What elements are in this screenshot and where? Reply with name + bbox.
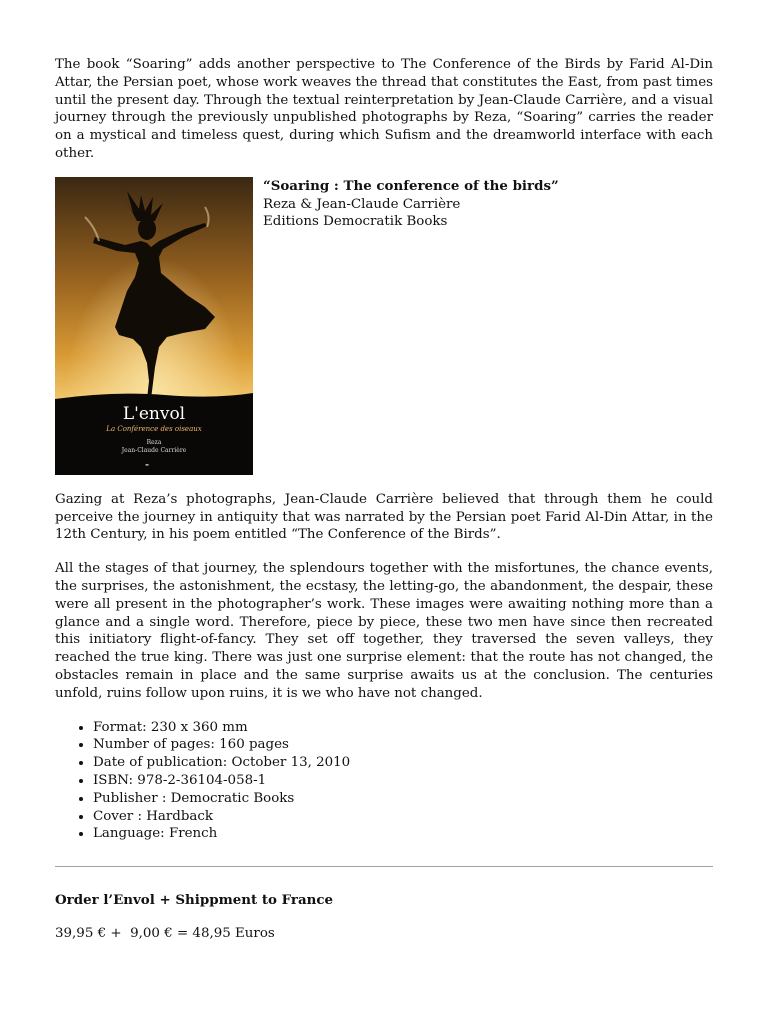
book-block bbox=[55, 177, 713, 475]
book-cover-image bbox=[55, 177, 253, 475]
divider bbox=[55, 866, 713, 867]
specs-list bbox=[55, 719, 713, 844]
description-paragraph-1: Gazing at Reza’s photographs, Jean-Claude Carrière believed that through them he could perceive the journey in antiquity that was narrated by the Persian poet Farid Al-Din Attar, in the 12th Century, in his poem entitled “The Conference of the Birds”. bbox=[55, 491, 713, 543]
book-title: “Soaring : The conference of the birds” bbox=[263, 177, 559, 194]
spec-pages: • Number of pages: 160 pages bbox=[93, 736, 713, 754]
description-paragraph-2: All the stages of that journey, the splendours together with the misfortunes, the chance events, the surprises, the astonishment, the ecstasy, the letting-go, the abandonment, the despair, these were all present in the photographer’s work. These images were awaiting nothing more than a glance and a single word. Therefore, piece by piece, these two men have since then recreated this initiatory flight-of-fancy. They set off together, they traversed the seven valleys, they reached the true king. There was just one surprise element: that the route has not changed, the obstacles remain in place and the same surprise awaits us at the conclusion. The centuries unfold, ruins follow upon ruins, it is we who have not changed. bbox=[55, 561, 713, 701]
cover-title: L'envol bbox=[122, 403, 186, 424]
spec-format: • Format: 230 x 360 mm bbox=[93, 719, 713, 737]
order-title: Order l’Envol + Shippment to France bbox=[55, 892, 334, 909]
cover-author-carriere: Jean-Claude Carrière bbox=[121, 446, 187, 454]
book-authors: Reza & Jean-Claude Carrière bbox=[263, 196, 461, 212]
book-publisher: Editions Democratik Books bbox=[263, 214, 448, 230]
cover-subtitle: La Conférence des oiseaux bbox=[106, 424, 202, 433]
publisher-logo-icon: ▬ bbox=[145, 461, 149, 467]
spec-language: • Language: French bbox=[93, 825, 713, 843]
cover-author-reza: Reza bbox=[146, 438, 162, 446]
article bbox=[55, 56, 713, 943]
spec-isbn: • ISBN: 978-2-36104-058-1 bbox=[93, 772, 713, 790]
intro-paragraph: The book “Soaring” adds another perspective to The Conference of the Birds by Farid Al-Din Attar, the Persian poet, whose work weaves the thread that constitutes the East, from past times until the present day. Through the textual reinterpretation by Jean-Claude Carrière, and a visual journey through the previously unpublished photographs by Reza, “Soaring” carries the reader on a mystical and timeless quest, during which Sufism and the dreamworld interface with each other. bbox=[55, 57, 713, 161]
book-info bbox=[253, 177, 559, 231]
spec-date: • Date of publication: October 13, 2010 bbox=[93, 754, 713, 772]
order-price: 39,95 € + 9,00 € = 48,95 Euros bbox=[55, 925, 275, 941]
spec-cover: • Cover : Hardback bbox=[93, 808, 713, 826]
spec-publisher: • Publisher : Democratic Books bbox=[93, 790, 713, 808]
